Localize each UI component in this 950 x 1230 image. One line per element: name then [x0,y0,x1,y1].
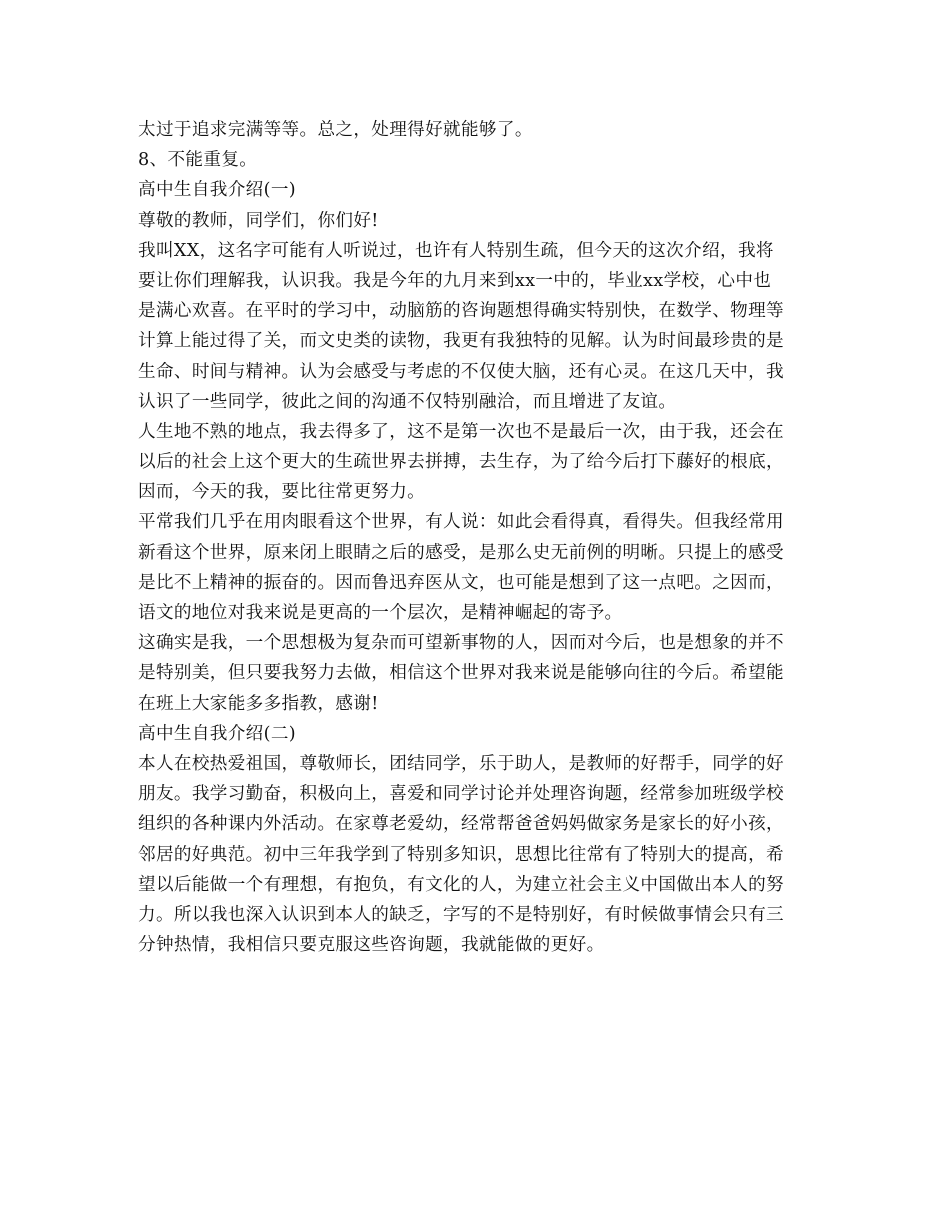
text-line: 我叫XX，这名字可能有人听说过，也许有人特别生疏，但今天的这次介绍，我将 [138,240,774,261]
text-line: 要让你们理解我，认识我。我是今年的九月来到xx一中的，毕业xx学校，心中也 [138,270,772,291]
list-item-8: 8、不能重复。 [138,150,258,171]
text-line: 本人在校热爱祖国，尊敬师长，团结同学，乐于助人，是教师的好帮手，同学的好 [138,753,784,774]
text-line: 计算上能过得了关，而文史类的读物，我更有我独特的见解。认为时间最珍贵的是 [138,331,784,352]
text-line: 语文的地位对我来说是更高的一个层次，是精神崛起的寄予。 [138,603,623,623]
text-line: 分钟热情，我相信只要克服这些咨询题，我就能做的更好。 [138,935,605,956]
section-heading-2: 高中生自我介绍(二) [138,723,296,744]
text-line: 以后的社会上这个更大的生疏世界去拼搏，去生存，为了给今后打下藤好的根底， [138,452,784,473]
text-line: 生命、时间与精神。认为会感受与考虑的不仅使大脑，还有心灵。在这几天中，我 [138,361,784,382]
text-line: 力。所以我也深入认识到本人的缺乏，字写的不是特别好，有时候做事情会只有三 [138,904,784,925]
text-line: 望以后能做一个有理想，有抱负，有文化的人，为建立社会主义中国做出本人的努 [138,874,784,895]
section-heading-1: 高中生自我介绍(一) [138,180,296,201]
document-body [138,115,814,960]
text-line: 太过于追求完满等等。总之，处理得好就能够了。 [138,120,533,140]
text-line: 在班上大家能多多指教，感谢! [138,693,379,714]
text-line: 新看这个世界，原来闭上眼睛之后的感受，是那么史无前例的明晰。只提上的感受 [138,542,784,563]
text-line: 平常我们几乎在用肉眼看这个世界，有人说：如此会看得真，看得失。但我经常用 [138,512,784,533]
text-line: 朋友。我学习勤奋，积极向上，喜爱和同学讨论并处理咨询题，经常参加班级学校 [138,784,784,805]
text-line: 组织的各种课内外活动。在家尊老爱幼，经常帮爸爸妈妈做家务是家长的好小孩， [138,814,784,835]
text-line: 是比不上精神的振奋的。因而鲁迅弃医从文，也可能是想到了这一点吧。之因而， [138,572,784,593]
text-line: 人生地不熟的地点，我去得多了，这不是第一次也不是最后一次，由于我，还会在 [138,421,784,442]
text-line: 是满心欢喜。在平时的学习中，动脑筋的咨询题想得确实特别快，在数学、物理等 [138,301,784,322]
text-line: 这确实是我，一个思想极为复杂而可望新事物的人，因而对今后，也是想象的并不 [138,633,784,654]
text-line: 因而，今天的我，要比往常更努力。 [138,482,426,503]
text-line: 是特别美，但只要我努力去做，相信这个世界对我来说是能够向往的今后。希望能 [138,663,784,684]
text-line: 邻居的好典范。初中三年我学到了特别多知识，思想比往常有了特别大的提高，希 [138,844,784,865]
text-line: 认识了一些同学，彼此之间的沟通不仅特别融洽，而且增进了友谊。 [138,391,677,412]
greeting-line: 尊敬的教师，同学们，你们好! [138,210,379,231]
